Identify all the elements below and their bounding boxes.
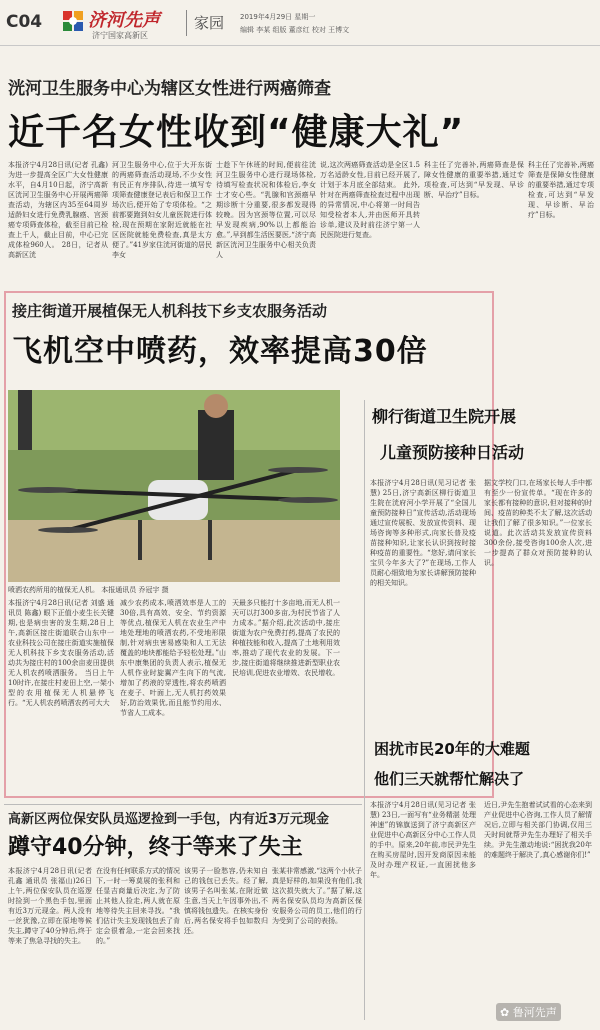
- story2-kicker: 接庄街道开展植保无人机科技下乡支农服务活动: [12, 302, 328, 320]
- drone-photo: [8, 390, 340, 582]
- story1-column-3: 士趁下午休班的时间,便前往洸河卫生服务中心进行现场体检,待填写检查状况和体检后,李女士才安心些。“乳腺和宫颈癌早期诊断十分重要,很多都发现得较晚。因为宫颈等位置,可以尽早发现疾病,90%以上都能治愈。”,早到都生活医要医,“济宁高新区洸河卫生服务中心相关负责人: [216, 161, 316, 259]
- page-number: C04: [6, 12, 43, 32]
- story1-kicker: 洸河卫生服务中心为辖区女性进行两癌筛查: [8, 79, 331, 99]
- story5-column-4: 张某非常感激,“这两个小伙子真是好样的,如果没有他们,我这次损失就大了。”据了解,这两名保安队员均为高新区保安服务公司的员工,他们的行为受到了公司的表扬。: [272, 867, 362, 925]
- section-divider: [4, 804, 362, 805]
- newspaper-brand-subtitle: 济宁国家高新区: [92, 31, 148, 40]
- story5-headline: 蹲守40分钟，终于等来了失主: [8, 835, 303, 860]
- story5-kicker: 高新区两位保安队员巡逻捡到一手包，内有近3万元现金: [8, 812, 330, 827]
- photo-caption: 喷洒农药所用的植保无人机。 本报通讯员 乔冠宇 摄: [8, 586, 169, 594]
- story1-column-1: 本报济宁4月28日讯(记者 孔鑫) 为进一步提高全区广大女性健康水平，自4月10日起，济宁高新区洸河卫生服务中心开展两癌筛查活动，为辖区内35至64周岁适龄妇女进行免费乳腺癌、宫颈癌专项筛查体检，截至目前已检查上千人，截止目前，中心已完成体检960人。 28日，记者从高新区洸: [8, 161, 108, 259]
- story2-column-2: 减少农药成本,喷洒效率是人工的30倍,具有高效、安全、节约资源等优点,植保无人机在农业生产中地处理地的喷洒农药,不受地形限制,针对病虫害易感染和人工无法覆盖的地块都能给予轻松处理。”山东中康集团的负责人表示,植保无人机作业时旋翼产生向下的气流,增加了药液的穿透性,将农药喷洒在麦子、叶面上,无人机打药效果好,防治效果优,而且能节约用水、节省人工成本。: [120, 599, 226, 717]
- story1-column-6: 科主任了完善补,两癌筛查是保障女性健康的重要举措,通过专项检查,可达到“早发现、早诊断、早治疗”目标。: [528, 161, 594, 219]
- story2-column-1: 本报济宁4月28日讯(记者 刘盛 通讯员 陈鑫) 眼下正值小麦生长关键期,也是病虫害的发生期,28日上午,高新区接庄街道联合山东中一农业科技公司在接庄街道实施植保无人机科技下乡支农服务活动,活动共为接庄村的100余亩麦田提供无人机农药喷洒服务。 当日上午10时许,在接庄村麦田上空,一架小型的农用植保无人机悬停飞行。“无人机农药喷洒农药可大大: [8, 599, 114, 707]
- story2-headline: 飞机空中喷药，效率提高30倍: [12, 334, 428, 369]
- drone-photo-illustration: [8, 390, 340, 582]
- story5-column-1: 本报济宁4月28日讯(记者 孔鑫 通讯员 张福山)26日上午,两位保安队员在巡逻时捡到一个黑色手包,里面有近3万元现金。两人没有一丝犹豫,立即在原地等候失主,蹲守了40分钟后,终于等来了焦急寻找的失主。: [8, 867, 92, 945]
- story3-kicker: 柳行街道卫生院开展: [372, 407, 517, 426]
- page-header: [0, 0, 600, 46]
- story3-headline: 儿童预防接种日活动: [380, 443, 525, 462]
- story2-column-3: 天最多只能打十多亩地,而无人机一天可以打300多亩,为村民节省了人力成本。”据介绍,此次活动中,接庄街道为农户免费打药,提高了农民的种植技能和收入,提高了土地利用效率,推动了现代农业的发展。下一步,接庄街道将继续推进新型职业农民培训,促进农业增效、农民增收。: [232, 599, 340, 677]
- column-divider: [364, 400, 365, 1020]
- story5-column-3: 该男子一脸愁容,仍未知自己的钱包已丢失。经了解,该男子名叫张某,在附近做生意,当天上午因事外出,不慎将钱包遗失。在核实身份后,两名保安将手包如数归还。: [184, 867, 268, 935]
- section-name: 家园: [194, 14, 225, 32]
- issue-date: 2019年4月29日 星期一: [240, 13, 316, 21]
- story4-headline: 他们三天就帮忙解决了: [374, 770, 525, 788]
- editorial-staff: 编辑 李某 组版 董彦红 校对 王博文: [240, 26, 350, 34]
- header-divider: [186, 10, 187, 36]
- story1-column-5: 科主任了完善补,两癌筛查是保障女性健康的重要举措,通过专项检查,可达到“早发现、早诊断、早治疗”目标。: [424, 161, 524, 199]
- story4-column-1: 本报济宁4月28日讯(见习记者 张慧) 23日,一面写有“业务精湛 处理神速”的锦旗送到了济宁高新区产业促进中心高新区分中心工作人员的手中。原来,20年前,市民尹先生在购买房屋时,因开发商原因未能及时办理产权证,一直困扰他多年。: [370, 801, 476, 879]
- story4-column-2: 近日,尹先生抱着试试看的心态来到产业促进中心咨询,工作人员了解情况后,立即与相关部门协调,仅用三天时间就帮尹先生办理好了相关手续。尹先生激动地说:“困扰我20年的难题终于解决了,真心感谢你们!”: [484, 801, 592, 859]
- newspaper-logo-icon: [62, 10, 84, 32]
- story4-kicker: 困扰市民20年的大难题: [374, 740, 530, 758]
- story5-column-2: 在没有任何联系方式的情况下,一时一筹莫展的张利和任显吉商量后决定,为了防止其他人捡走,两人就在原地等待失主回来寻找。“我们估计失主发现钱包丢了肯定会很着急,一定会回来找的。”: [96, 867, 180, 945]
- story1-column-4: 说,这次两癌筛查活动是全区1.5万名适龄女性,目前已经开展了,计划于本月底全部结束。 此外,针对在两癌筛查检查过程中出现的异常情况,中心将第一时间告知受检者本人,并由医师开具转诊单,建议及时前往济宁第一人民医院进行复查。: [320, 161, 420, 239]
- story1-headline: 近千名女性收到“健康大礼”: [8, 112, 465, 153]
- story3-column-2: 据文学校门口,在场家长每人手中都有至少一份宣传单。“现在许多的家长都有接种的意识,但对接种的时间、疫苗的种类不太了解,这次活动让我们了解了很多知识。”一位家长说道。此次活动共发放宣传资料300余份,接受咨询100余人次,进一步提高了群众对预防接种的认识。: [484, 479, 592, 567]
- newspaper-brand: 济河先声: [88, 10, 160, 31]
- source-watermark: ✿ 鲁河先声: [496, 1003, 561, 1021]
- story3-column-1: 本报济宁4月28日讯(见习记者 张慧) 25日,济宁高新区柳行街道卫生院在洸府河小学开展了“全国儿童预防接种日”宣传活动,活动现场通过宣传展板、发放宣传资料、现场咨询等多种形式,向家长普及疫苗接种知识,让家长认识到按时接种疫苗的重要性。“您好,请问家长宝贝今年多大了?”在现场,工作人员耐心细致地为家长讲解预防接种的相关知识。: [370, 479, 476, 587]
- story1-column-2: 河卫生服务中心,位于大开东街的两癌筛查活动现场,不少女性有民正有序排队,待进一填写专项筛查健康登记表后和保卫工作场次后,便开始了专项体检。“之前都要跑到妇女儿童医院进行体检,现在预期在家附近就能在社区医院就能免费检查,真是太方便了。”41岁家住洸河街道的居民李女: [112, 161, 212, 259]
